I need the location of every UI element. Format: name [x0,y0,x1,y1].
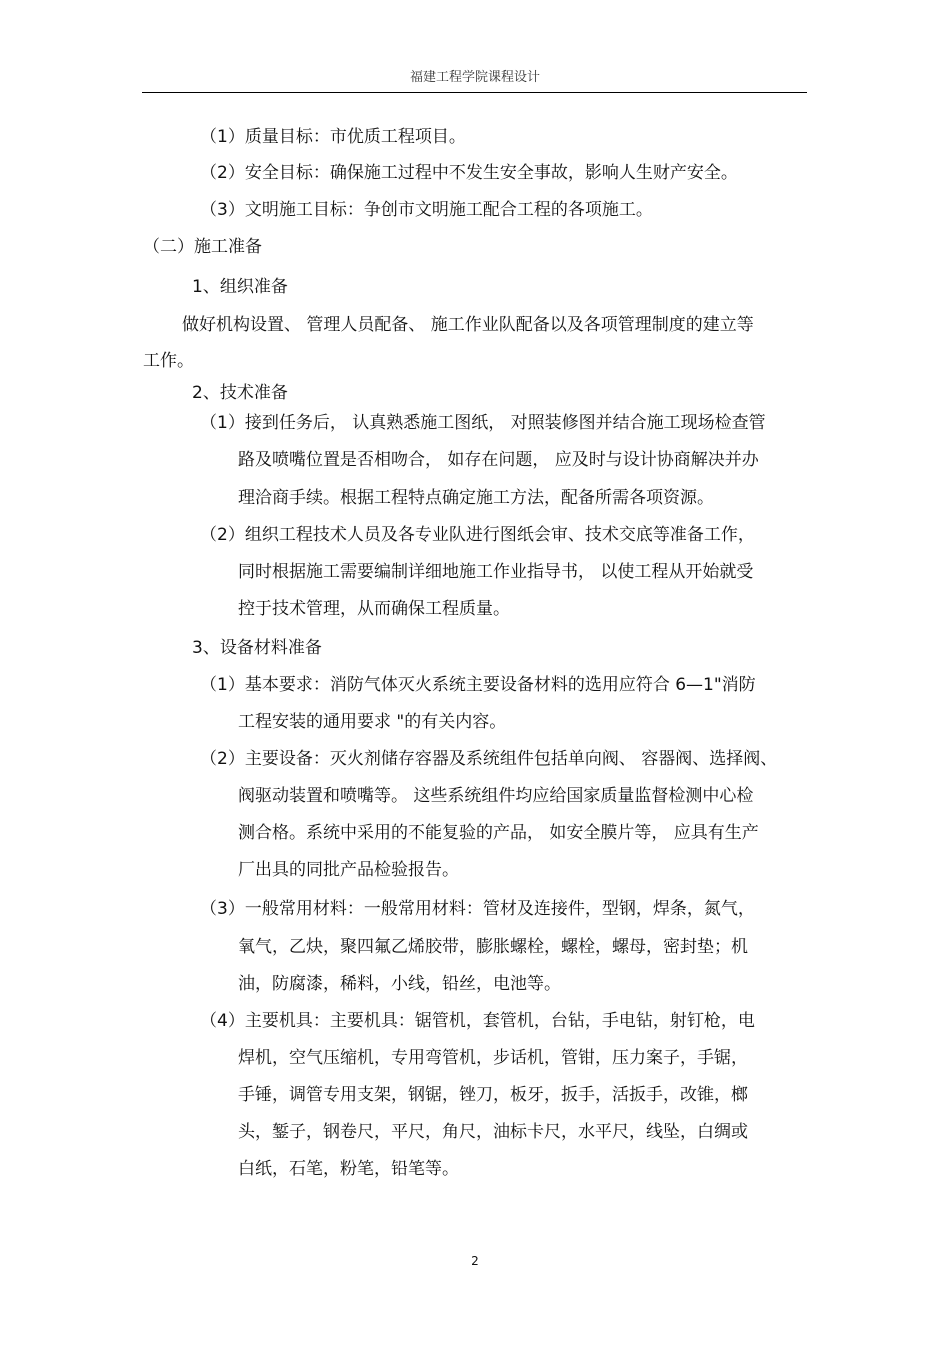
header-title: 福建工程学院课程设计 [409,70,540,85]
text-line: 控于技术管理，从而确保工程质量。 [238,599,510,619]
text-line: （1）基本要求：消防气体灭火系统主要设备材料的选用应符合 6—1"消防 [200,675,756,695]
text-line: （1）接到任务后， 认真熟悉施工图纸， 对照装修图并结合施工现场检查管 [200,413,766,433]
text-line: 工作。 [143,351,194,371]
text-line: 理洽商手续。根据工程特点确定施工方法，配备所需各项资源。 [238,488,714,508]
text-line: 工程安装的通用要求 "的有关内容。 [238,712,507,732]
text-line: 氧气，乙炔，聚四氟乙烯胶带，膨胀螺栓，螺栓，螺母，密封垫；机 [238,937,748,957]
text-line: 做好机构设置、 管理人员配备、 施工作业队配备以及各项管理制度的建立等 [182,315,754,335]
text-line: （3）一般常用材料：一般常用材料：管材及连接件，型钢，焊条，氮气， [200,899,755,919]
page-number: 2 [471,1254,479,1268]
text-line: （1）质量目标：市优质工程项目。 [200,127,466,147]
text-line: 手锤，调管专用支架，钢锯，锉刀，板牙，扳手，活扳手，改锥，榔 [238,1085,748,1105]
text-line: （3）文明施工目标：争创市文明施工配合工程的各项施工。 [200,200,653,220]
text-line: 路及喷嘴位置是否相吻合， 如存在问题， 应及时与设计协商解决并办 [238,450,759,470]
text-line: （4）主要机具：主要机具：锯管机，套管机，台钻，手电钻，射钉枪，电 [200,1011,755,1031]
subsection-heading: 2、技术准备 [192,383,288,403]
text-line: 油，防腐漆，稀料，小线，铅丝，电池等。 [238,974,561,994]
text-line: （2）安全目标：确保施工过程中不发生安全事故，影响人生财产安全。 [200,163,738,183]
subsection-heading: 3、设备材料准备 [192,638,322,658]
text-line: 阀驱动装置和喷嘴等。 这些系统组件均应给国家质量监督检测中心检 [238,786,754,806]
text-line: 白纸，石笔，粉笔，铅笔等。 [238,1159,459,1179]
text-line: 同时根据施工需要编制详细地施工作业指导书， 以使工程从开始就受 [238,562,754,582]
text-line: 测合格。系统中采用的不能复验的产品， 如安全膜片等， 应具有生产 [238,823,759,843]
text-line: （2）主要设备：灭火剂储存容器及系统组件包括单向阀、 容器阀、选择阀、 [200,749,778,769]
header-divider [142,92,807,93]
text-line: 头，錾子，钢卷尺，平尺，角尺，油标卡尺，水平尺，线坠，白绸或 [238,1122,748,1142]
subsection-heading: 1、组织准备 [192,277,288,297]
text-line: （2）组织工程技术人员及各专业队进行图纸会审、技术交底等准备工作， [200,525,755,545]
text-line: 厂出具的同批产品检验报告。 [238,860,459,880]
text-line: 焊机，空气压缩机，专用弯管机，步话机，管钳，压力案子，手锯， [238,1048,748,1068]
section-heading: （二）施工准备 [143,237,262,257]
